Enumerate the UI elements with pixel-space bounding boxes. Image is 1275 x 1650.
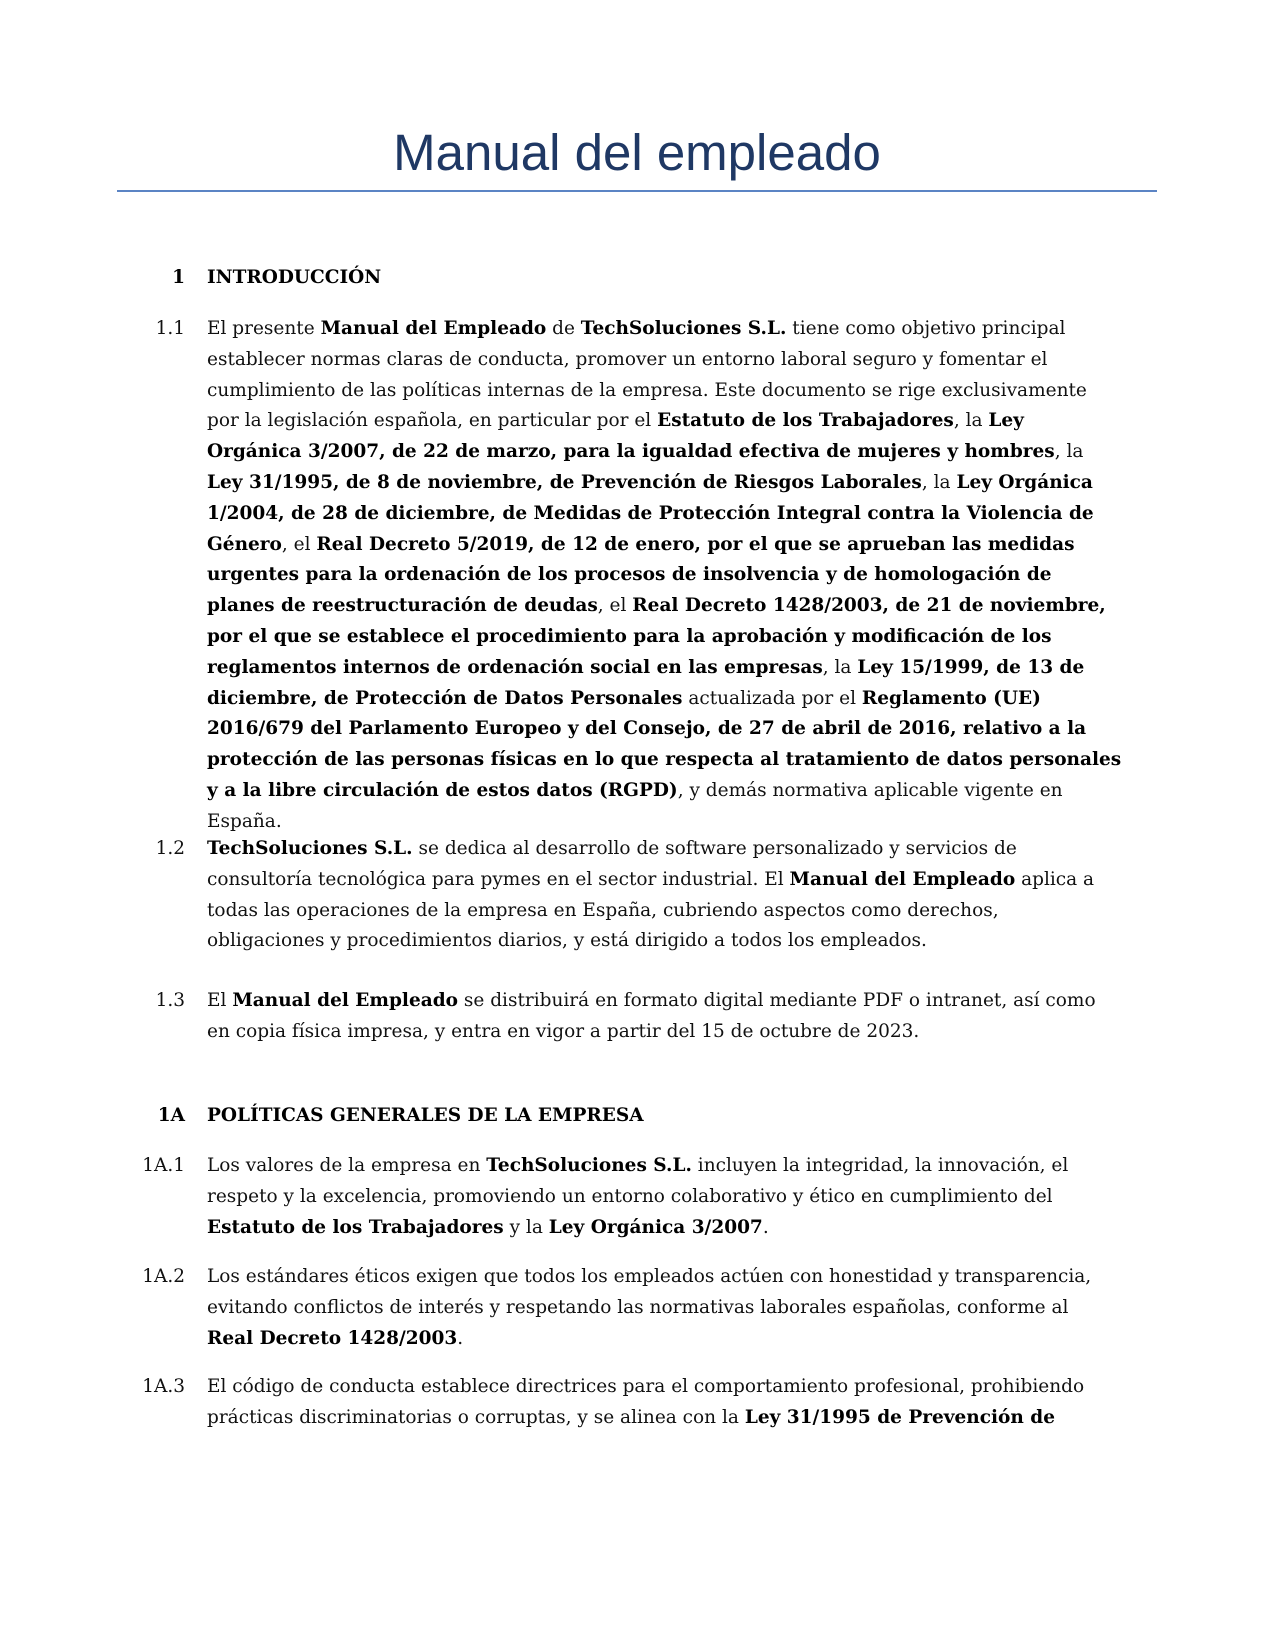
bold-text: urgentes para la ordenación de los procesos de insolvencia y de homologación de: [207, 564, 1052, 586]
clause-line: [207, 896, 1132, 927]
text-run: se distribuirá en formato digital mediante PDF o intranet, así como: [457, 990, 1096, 1011]
clause-line: [207, 714, 1132, 745]
bold-text: Ley 31/1995 de Prevención de: [744, 1406, 1055, 1428]
bold-text: reglamentos internos de ordenación social en las empresas: [207, 656, 823, 678]
section-title: POLÍTICAS GENERALES DE LA EMPRESA: [207, 1105, 644, 1126]
text-run: Los estándares éticos exigen que todos los empleados actúen con honestidad y transparencia,: [207, 1266, 1092, 1287]
bold-text: planes de reestructuración de deudas: [207, 595, 598, 617]
clause-line: [207, 986, 1132, 1017]
text-run: por la legislación española, en particular por el: [207, 410, 658, 432]
text-run: aplica a: [1015, 868, 1095, 890]
text-run: , la: [921, 471, 957, 493]
text-run: El código de conducta establece directrices para el comportamiento profesional, prohibiendo: [207, 1376, 1085, 1397]
text-run: todas las operaciones de la empresa en España, cubriendo aspectos como derechos,: [207, 899, 999, 921]
clause-line: [207, 1403, 1132, 1434]
bold-text: TechSoluciones S.L.: [580, 318, 787, 339]
clause-line: [207, 684, 1132, 715]
bold-text: Estatuto de los Trabajadores: [657, 410, 954, 432]
clause-line: [207, 622, 1132, 653]
clause-line: [207, 834, 1132, 865]
bold-text: Manual del Empleado: [232, 990, 458, 1011]
text-run: Los valores de la empresa en: [207, 1155, 487, 1176]
bold-text: Real Decreto 1428/2003, de 21 de noviembre,: [632, 595, 1106, 617]
clause-line: [207, 776, 1132, 807]
text-run: , la: [1054, 441, 1084, 463]
clause-line: [207, 499, 1132, 530]
text-run: , y demás normativa aplicable vigente en: [677, 779, 1063, 801]
bold-text: Orgánica 3/2007, de 22 de marzo, para la igualdad efectiva de mujeres y hombres: [207, 441, 1055, 463]
clause-number: 1.2: [155, 838, 185, 859]
text-run: El: [207, 990, 233, 1011]
clause-line: [207, 530, 1132, 561]
clause-line: [207, 1213, 1132, 1244]
bold-text: Ley Orgánica 3/2007: [548, 1216, 763, 1238]
bold-text: Ley: [988, 410, 1024, 432]
bold-text: Manual del Empleado: [789, 868, 1016, 890]
clause-number: 1.1: [155, 318, 185, 339]
text-run: .: [457, 1327, 464, 1349]
bold-text: 2016/679 del Parlamento Europeo y del Consejo, de 27 de abril de 2016, relativo a la: [207, 718, 1087, 740]
text-run: España.: [207, 810, 282, 832]
clause-line: [207, 1017, 1132, 1048]
clause-line: [207, 437, 1132, 468]
section-number: 1: [172, 267, 185, 288]
clause-line: [207, 1372, 1132, 1403]
clause-body: [207, 314, 1132, 838]
clause-line: [207, 745, 1132, 776]
text-run: establecer normas claras de conducta, promover un entorno laboral seguro y fomentar el: [207, 348, 1048, 370]
section-number: 1A: [157, 1105, 185, 1126]
text-run: respeto y la excelencia, promoviendo un entorno colaborativo y ético en cumplimiento del: [207, 1185, 1053, 1207]
clause-line: [207, 1324, 1132, 1355]
text-run: prácticas discriminatorias o corruptas, y se alinea con la: [207, 1406, 745, 1428]
text-run: evitando conflictos de interés y respetando las normativas laborales españolas, conforme al: [207, 1296, 1069, 1318]
text-run: incluyen la integridad, la innovación, el: [691, 1155, 1069, 1176]
clause-line: [207, 1262, 1132, 1293]
clause-line: [207, 560, 1132, 591]
clause-line: [207, 345, 1132, 376]
bold-text: Género: [207, 533, 282, 555]
section-title: INTRODUCCIÓN: [207, 267, 382, 288]
text-run: , la: [953, 410, 989, 432]
text-run: El presente: [207, 318, 321, 339]
text-run: consultoría tecnológica para pymes en el sector industrial. El: [207, 868, 790, 890]
clause-line: [207, 314, 1132, 345]
bold-text: Ley 15/1999, de 13 de: [857, 656, 1085, 678]
clause-line: [207, 406, 1132, 437]
text-run: , el: [281, 533, 317, 555]
clause-body: [207, 1262, 1132, 1354]
clause-line: [207, 865, 1132, 896]
bold-text: diciembre, de Protección de Datos Personales: [207, 687, 683, 709]
clause-body: [207, 1151, 1132, 1243]
clause-line: [207, 1182, 1132, 1213]
text-run: y la: [503, 1216, 549, 1238]
document-title: Manual del empleado: [393, 124, 881, 181]
clause-line: [207, 376, 1132, 407]
text-run: tiene como objetivo principal: [786, 318, 1066, 339]
clause-line: [207, 1293, 1132, 1324]
text-run: , el: [597, 595, 633, 617]
clause-number: 1.3: [155, 990, 185, 1011]
bold-text: por el que se establece el procedimiento para la aprobación y modificación de los: [207, 625, 1052, 647]
bold-text: Real Decreto 5/2019, de 12 de enero, por el que se aprueban las medidas: [316, 533, 1075, 555]
title-divider: [117, 190, 1157, 192]
clause-body: [207, 986, 1132, 1048]
clause-line: [207, 591, 1132, 622]
clause-body: [207, 1372, 1132, 1434]
bold-text: Ley 31/1995, de 8 de noviembre, de Prevención de Riesgos Laborales: [207, 471, 922, 493]
text-run: obligaciones y procedimientos diarios, y está dirigido a todos los empleados.: [207, 930, 927, 952]
bold-text: y a la libre circulación de estos datos (RGPD): [207, 779, 678, 801]
text-run: .: [762, 1216, 769, 1238]
text-run: se dedica al desarrollo de software personalizado y servicios de: [412, 838, 1017, 859]
bold-text: Manual del Empleado: [320, 318, 547, 339]
clause-number: 1A.1: [142, 1155, 185, 1176]
bold-text: Reglamento (UE): [861, 687, 1041, 709]
clause-body: [207, 834, 1132, 957]
bold-text: protección de las personas físicas en lo que respecta al tratamiento de datos personales: [207, 749, 1122, 771]
bold-text: TechSoluciones S.L.: [207, 838, 413, 859]
text-run: de: [546, 318, 581, 339]
bold-text: 1/2004, de 28 de diciembre, de Medidas de Protección Integral contra la Violencia de: [207, 502, 1094, 524]
text-run: en copia física impresa, y entra en vigor a partir del 15 de octubre de 2023.: [207, 1020, 920, 1042]
bold-text: Estatuto de los Trabajadores: [207, 1216, 504, 1238]
clause-line: [207, 1151, 1132, 1182]
clause-line: [207, 807, 1132, 838]
clause-line: [207, 468, 1132, 499]
bold-text: TechSoluciones S.L.: [486, 1155, 692, 1176]
text-run: , la: [822, 656, 858, 678]
text-run: actualizada por el: [682, 687, 862, 709]
clause-line: [207, 926, 1132, 957]
text-run: cumplimiento de las políticas internas de la empresa. Este documento se rige exclusivamente: [207, 379, 1087, 401]
clause-number: 1A.3: [142, 1376, 185, 1397]
clause-number: 1A.2: [142, 1266, 185, 1287]
bold-text: Real Decreto 1428/2003: [207, 1327, 458, 1349]
bold-text: Ley Orgánica: [956, 471, 1093, 493]
clause-line: [207, 653, 1132, 684]
